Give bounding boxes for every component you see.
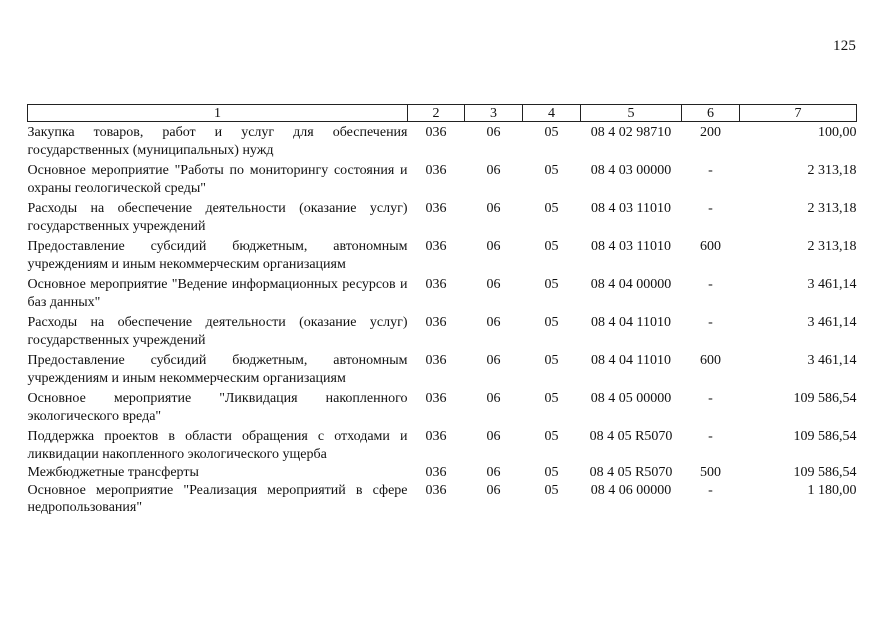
row-col-5: 08 4 03 11010	[591, 201, 671, 216]
row-col-2: 036	[425, 201, 447, 216]
header-col-3: 3	[465, 105, 523, 122]
row-col-5: 08 4 06 00000	[590, 482, 672, 498]
table-row	[28, 482, 857, 517]
row-col-6: -	[708, 429, 713, 444]
row-col-6: 500	[700, 465, 721, 480]
table-row	[28, 198, 857, 236]
row-col-2: 036	[425, 391, 447, 406]
row-amount: 1 180,00	[807, 482, 857, 498]
row-amount: 3 461,14	[807, 277, 857, 292]
row-col-2: 036	[425, 353, 447, 368]
row-col-6: -	[708, 277, 713, 292]
row-col-6: -	[708, 391, 713, 406]
row-name: Расходы на обеспечение деятельности (оказание услуг) государственных учреждений	[27, 315, 408, 348]
row-col-3: 06	[486, 429, 501, 444]
table-row	[28, 312, 857, 350]
row-col-3: 06	[486, 353, 501, 368]
row-name: Основное мероприятие "Ведение информационных ресурсов и баз данных"	[27, 277, 408, 310]
header-col-5: 5	[581, 105, 682, 122]
row-name: Основное мероприятие "Ликвидация накопленного экологического вреда"	[27, 391, 408, 424]
table-row	[28, 160, 857, 198]
header-col-2: 2	[408, 105, 465, 122]
row-col-3: 06	[486, 239, 501, 254]
row-col-5: 08 4 03 00000	[590, 163, 672, 178]
row-amount: 100,00	[818, 125, 857, 140]
row-col-3: 06	[486, 277, 501, 292]
row-col-2: 036	[425, 277, 447, 292]
row-name: Закупка товаров, работ и услуг для обеспечения государственных (муниципальных) нужд	[27, 125, 408, 158]
row-col-5: 08 4 05 R5070	[589, 429, 673, 444]
row-col-5: 08 4 04 00000	[590, 277, 672, 292]
row-name: Поддержка проектов в области обращения с отходами и ликвидации накопленного экологического ущерба	[27, 429, 408, 462]
table-row	[28, 464, 857, 482]
row-amount: 109 586,54	[793, 429, 857, 444]
row-col-3: 06	[486, 201, 501, 216]
header-col-1: 1	[28, 105, 408, 122]
row-amount: 109 586,54	[793, 391, 857, 406]
row-col-4: 05	[544, 429, 559, 444]
row-name: Предоставление субсидий бюджетным, автономным учреждениям и иным некоммерческим организациям	[27, 353, 408, 386]
row-col-3: 06	[486, 163, 501, 178]
row-col-4: 05	[544, 125, 559, 140]
header-row	[28, 105, 857, 122]
row-col-6: -	[708, 201, 713, 216]
row-col-2: 036	[425, 163, 447, 178]
table-row	[28, 122, 857, 161]
row-col-6: -	[708, 482, 713, 498]
row-col-3: 06	[486, 315, 501, 330]
row-col-3: 06	[486, 391, 501, 406]
row-col-4: 05	[544, 465, 559, 480]
row-col-5: 08 4 03 11010	[591, 239, 671, 254]
row-amount: 3 461,14	[807, 353, 857, 368]
row-col-2: 036	[425, 239, 447, 254]
row-col-5: 08 4 02 98710	[590, 125, 672, 140]
header-col-6: 6	[682, 105, 740, 122]
row-col-2: 036	[425, 465, 447, 480]
table-header	[28, 105, 857, 122]
row-col-3: 06	[486, 465, 501, 480]
row-amount: 2 313,18	[807, 201, 857, 216]
row-name: Основное мероприятие "Реализация мероприятий в сфере недропользования"	[27, 482, 408, 515]
row-name: Основное мероприятие "Работы по мониторингу состояния и охраны геологической среды"	[27, 163, 408, 196]
budget-table	[27, 104, 857, 517]
row-amount: 3 461,14	[807, 315, 857, 330]
row-col-2: 036	[425, 315, 447, 330]
row-col-4: 05	[544, 482, 559, 498]
page-number: 125	[833, 38, 857, 54]
row-col-4: 05	[544, 315, 559, 330]
row-col-6: 600	[700, 239, 721, 254]
row-amount: 2 313,18	[807, 239, 857, 254]
row-col-4: 05	[544, 391, 559, 406]
table-row	[28, 274, 857, 312]
row-col-3: 06	[486, 125, 501, 140]
row-col-4: 05	[544, 353, 559, 368]
row-col-5: 08 4 04 11010	[591, 353, 671, 368]
row-col-4: 05	[544, 201, 559, 216]
row-amount: 109 586,54	[793, 465, 857, 480]
table-row	[28, 426, 857, 464]
row-col-5: 08 4 05 R5070	[589, 465, 673, 480]
row-col-2: 036	[425, 482, 447, 498]
row-col-4: 05	[544, 163, 559, 178]
row-name: Предоставление субсидий бюджетным, автономным учреждениям и иным некоммерческим организациям	[27, 239, 408, 272]
row-amount: 2 313,18	[807, 163, 857, 178]
row-col-5: 08 4 04 11010	[591, 315, 671, 330]
row-col-3: 06	[486, 482, 501, 498]
header-col-7: 7	[740, 105, 857, 122]
table-row	[28, 236, 857, 274]
row-col-5: 08 4 05 00000	[590, 391, 672, 406]
row-col-2: 036	[425, 429, 447, 444]
row-col-4: 05	[544, 277, 559, 292]
header-col-4: 4	[523, 105, 581, 122]
row-col-6: 200	[700, 125, 721, 140]
row-name: Межбюджетные трансферты	[27, 465, 199, 480]
row-name: Расходы на обеспечение деятельности (оказание услуг) государственных учреждений	[27, 201, 408, 234]
row-col-2: 036	[425, 125, 447, 140]
row-col-6: -	[708, 315, 713, 330]
row-col-6: -	[708, 163, 713, 178]
table-row	[28, 388, 857, 426]
row-col-4: 05	[544, 239, 559, 254]
table-row	[28, 350, 857, 388]
row-col-6: 600	[700, 353, 721, 368]
